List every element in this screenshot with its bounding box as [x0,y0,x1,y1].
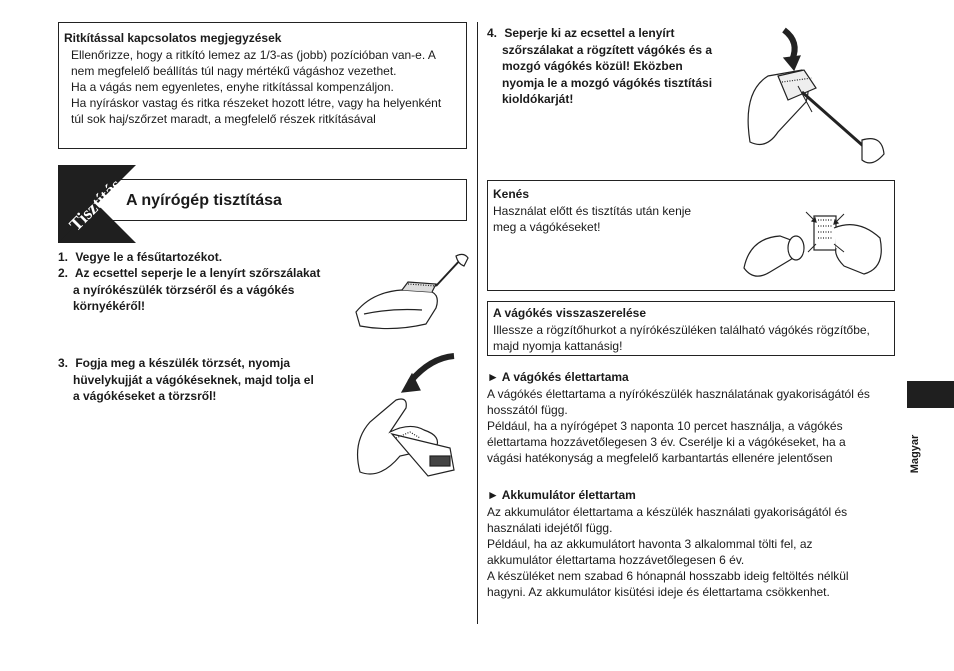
battery-life-line: akkumulátor élettartama hozzávetőlegesen 6 év. [487,553,745,567]
thinning-note-text [71,47,441,127]
step-3 [58,355,314,405]
note-line: Ellenőrizze, hogy a ritkító lemez az 1/3-as (jobb) pozícióban van-e. A [71,48,436,62]
step-text: a nyírókészülék törzséről és a vágókés [73,282,295,297]
step-2 [58,265,320,315]
blade-life-line: Például, ha a nyírógépet 3 naponta 10 percet használja, a vágókés [487,419,843,433]
note-line: Ha a vágás nem egyenletes, enyhe ritkítással kompenzáljon. [71,80,394,94]
blade-life-title: ► A vágókés élettartama [487,370,629,384]
step-number: 1. [58,250,69,264]
battery-life-line: Például, ha az akkumulátort havonta 3 alkalommal tölti fel, az [487,537,813,551]
step-text: Az ecsettel seperje le a lenyírt szőrszálakat [74,266,321,280]
battery-life-line: használati idejétől függ. [487,521,613,535]
note-line: Ha nyíráskor vastag és ritka részeket hozott létre, vagy ha helyenként [71,96,442,110]
blade-life-text [487,386,870,466]
reattach-line: majd nyomja kattanásig! [493,339,623,353]
reattach-line: Illessze a rögzítőhurkot a nyírókészüléken található vágókés rögzítőbe, [493,323,870,337]
battery-life-title: ► Akkumulátor élettartam [487,488,636,502]
battery-life-line: A készüléket nem szabad 6 hónapnál hosszabb ideig feltöltés nélkül [487,569,849,583]
oiling-illustration [740,208,890,286]
battery-life-line: hagyni. Az akkumulátor kisütési ideje és élettartama csökkenhet. [487,585,830,599]
step-text: környékéről! [73,299,146,313]
step-text: Fogja meg a készülék törzsét, nyomja [75,356,291,370]
step-4 [487,25,712,108]
battery-life-line: Az akkumulátor élettartama a készülék használati gyakoriságától és [487,505,848,519]
language-tab-marker [907,381,954,408]
blade-life-line: élettartama hozzávetőlegesen 3 év. Cserélje ki a vágókéseket, ha a [487,435,846,449]
lubrication-title: Kenés [493,187,530,201]
blade-removal-illustration [350,352,462,492]
section-badge-label: Tisztítás [65,174,126,235]
blade-life-line: A vágókés élettartama a nyírókészülék használatának gyakoriságától és [487,387,870,401]
blade-life-line: hosszától függ. [487,403,568,417]
step-text: a vágókéseket a törzsről! [73,389,217,403]
blade-gap-cleaning-illustration [742,22,890,172]
step-1 [58,249,222,266]
step-text: Seperje ki az ecsettel a lenyírt [504,26,675,40]
lubrication-text [493,203,691,235]
blade-reattach-text [493,322,870,354]
step-text: hüvelykujját a vágókéseknek, majd tolja el [73,372,314,387]
language-label-text: Magyar [909,434,921,474]
thinning-note-title: Ritkítással kapcsolatos megjegyzések [64,31,282,45]
column-divider [477,22,478,624]
note-line: nem megfelelő beállítás túl nagy mértékű vágáshoz vezethet. [71,64,397,78]
note-line: túl sok haj/szőrzet maradt, a megfelelő részek ritkításával [71,112,376,126]
step-text: szőrszálakat a rögzített vágókés és a [502,42,713,57]
battery-life-text [487,504,849,600]
step-text: nyomja le a mozgó vágókés tisztítási [502,75,713,90]
step-text: Vegye le a fésűtartozékot. [75,250,223,264]
lubrication-line: meg a vágókéseket! [493,220,601,234]
step-number: 2. [58,266,69,280]
section-title: A nyírógép tisztítása [126,192,282,209]
step-text: kioldókarját! [502,92,574,106]
lubrication-line: Használat előtt és tisztítás után kenje [493,204,692,218]
brush-cleaning-illustration [352,252,470,342]
blade-life-line: vágási hatékonyság a megfelelő karbantartás ellenére jelentősen [487,451,833,465]
step-text: mozgó vágókés közül! Eközben [502,59,683,73]
blade-reattach-title: A vágókés visszaszerelése [493,306,646,320]
step-number: 4. [487,26,498,40]
step-number: 3. [58,356,69,370]
language-label [905,428,925,488]
